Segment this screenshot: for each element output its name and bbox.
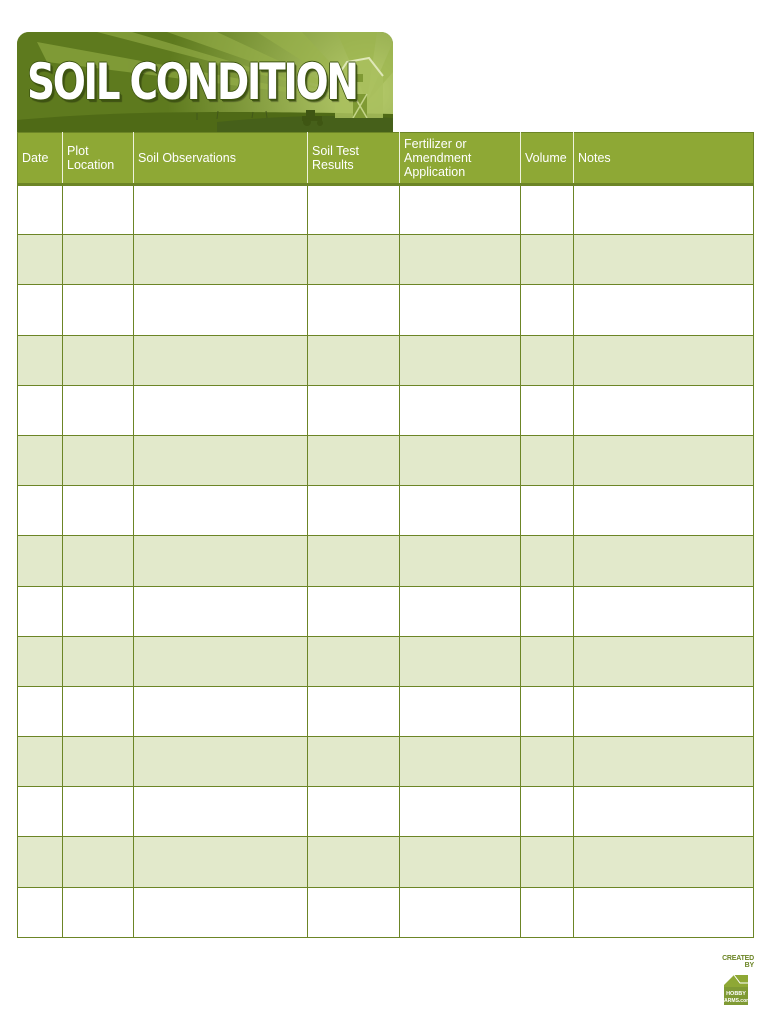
table-cell[interactable] [63, 586, 134, 636]
table-cell[interactable] [308, 737, 400, 787]
table-cell[interactable] [521, 385, 574, 435]
table-cell[interactable] [400, 435, 521, 485]
table-cell[interactable] [400, 486, 521, 536]
column-header-label: Fertilizer or Amendment Application [404, 137, 472, 179]
table-cell[interactable] [521, 486, 574, 536]
table-cell[interactable] [308, 686, 400, 736]
table-cell[interactable] [63, 636, 134, 686]
table-row [18, 235, 754, 285]
table-cell[interactable] [134, 235, 308, 285]
column-header-label: Date [22, 151, 49, 165]
table-cell[interactable] [400, 787, 521, 837]
svg-text:FARMS.com: FARMS.com [721, 998, 751, 1004]
title-banner [17, 32, 393, 134]
table-cell[interactable] [18, 887, 63, 937]
table-cell[interactable] [134, 586, 308, 636]
table-cell[interactable] [400, 636, 521, 686]
table-cell[interactable] [134, 686, 308, 736]
table-cell[interactable] [18, 235, 63, 285]
table-cell[interactable] [63, 536, 134, 586]
column-header [521, 133, 574, 185]
table-cell[interactable] [63, 486, 134, 536]
table-cell[interactable] [574, 636, 754, 686]
table-cell[interactable] [18, 586, 63, 636]
soil-condition-table [17, 132, 754, 938]
column-header [18, 133, 63, 185]
table-cell[interactable] [400, 285, 521, 335]
table-cell[interactable] [18, 335, 63, 385]
table-cell[interactable] [63, 185, 134, 235]
column-header [574, 133, 754, 185]
table-cell[interactable] [574, 737, 754, 787]
table-row [18, 887, 754, 937]
page-title: SOIL CONDITION [27, 53, 357, 111]
table-cell[interactable] [308, 235, 400, 285]
table-cell[interactable] [308, 536, 400, 586]
table-header [18, 133, 754, 185]
table-cell[interactable] [63, 335, 134, 385]
table-cell[interactable] [400, 837, 521, 887]
column-header [400, 133, 521, 185]
table-cell[interactable] [134, 335, 308, 385]
table-row [18, 787, 754, 837]
table-cell[interactable] [308, 335, 400, 385]
table-cell[interactable] [574, 486, 754, 536]
table-cell[interactable] [574, 385, 754, 435]
table-row [18, 586, 754, 636]
table-cell[interactable] [134, 536, 308, 586]
column-header [134, 133, 308, 185]
table-cell[interactable] [400, 385, 521, 435]
table-cell[interactable] [574, 235, 754, 285]
table-cell[interactable] [308, 486, 400, 536]
credit-block [714, 955, 754, 1005]
table-cell[interactable] [521, 185, 574, 235]
table-cell[interactable] [18, 737, 63, 787]
table-row [18, 837, 754, 887]
table-cell[interactable] [18, 686, 63, 736]
svg-text:HOBBY: HOBBY [726, 991, 746, 997]
table-cell[interactable] [308, 185, 400, 235]
table-cell[interactable] [400, 335, 521, 385]
table-cell[interactable] [521, 586, 574, 636]
table-cell[interactable] [134, 486, 308, 536]
table-row [18, 737, 754, 787]
table-cell[interactable] [18, 185, 63, 235]
table-cell[interactable] [18, 636, 63, 686]
table-body [18, 185, 754, 938]
table-cell[interactable] [18, 787, 63, 837]
table-row [18, 185, 754, 235]
table-cell[interactable] [63, 385, 134, 435]
table-cell[interactable] [521, 787, 574, 837]
table-cell[interactable] [63, 686, 134, 736]
table-cell[interactable] [400, 185, 521, 235]
table-row [18, 636, 754, 686]
table-cell[interactable] [521, 536, 574, 586]
hobby-farms-logo [720, 971, 752, 1005]
column-header-label: Volume [525, 151, 567, 165]
table-row [18, 435, 754, 485]
table-cell[interactable] [574, 536, 754, 586]
column-header-label: Notes [578, 151, 611, 165]
table-cell[interactable] [63, 887, 134, 937]
table-cell[interactable] [521, 335, 574, 385]
table-cell[interactable] [521, 887, 574, 937]
table-cell[interactable] [18, 837, 63, 887]
column-header [308, 133, 400, 185]
table-cell[interactable] [308, 837, 400, 887]
table-cell[interactable] [63, 737, 134, 787]
table-cell[interactable] [134, 787, 308, 837]
table-cell[interactable] [134, 636, 308, 686]
table-cell[interactable] [18, 536, 63, 586]
table-cell[interactable] [63, 285, 134, 335]
table-cell[interactable] [308, 887, 400, 937]
table-cell[interactable] [574, 787, 754, 837]
table-cell[interactable] [400, 586, 521, 636]
table-cell[interactable] [134, 435, 308, 485]
table-cell[interactable] [308, 586, 400, 636]
table-cell[interactable] [18, 435, 63, 485]
table-cell[interactable] [308, 435, 400, 485]
table-row [18, 486, 754, 536]
table-cell[interactable] [521, 235, 574, 285]
table-cell[interactable] [521, 285, 574, 335]
table-cell[interactable] [521, 737, 574, 787]
table-cell[interactable] [63, 435, 134, 485]
table-cell[interactable] [521, 837, 574, 887]
column-header-label: Plot Location [67, 144, 115, 172]
column-header [63, 133, 134, 185]
table-cell[interactable] [400, 536, 521, 586]
table-cell[interactable] [574, 887, 754, 937]
table-cell[interactable] [134, 837, 308, 887]
table-row [18, 285, 754, 335]
table-cell[interactable] [574, 586, 754, 636]
table-row [18, 686, 754, 736]
table-row [18, 536, 754, 586]
table-cell[interactable] [400, 737, 521, 787]
table-cell[interactable] [18, 486, 63, 536]
header-row [18, 133, 754, 185]
table-cell[interactable] [18, 285, 63, 335]
table-cell[interactable] [521, 636, 574, 686]
table-cell[interactable] [134, 385, 308, 435]
table-row [18, 385, 754, 435]
table-cell[interactable] [574, 435, 754, 485]
table-cell[interactable] [308, 385, 400, 435]
table-cell[interactable] [574, 686, 754, 736]
table-row [18, 335, 754, 385]
table-cell[interactable] [574, 837, 754, 887]
table-cell[interactable] [63, 235, 134, 285]
column-header-label: Soil Test Results [312, 144, 360, 172]
table-cell[interactable] [400, 686, 521, 736]
table-cell[interactable] [308, 285, 400, 335]
table-cell[interactable] [134, 185, 308, 235]
column-header-label: Soil Observations [138, 151, 236, 165]
table-cell[interactable] [574, 285, 754, 335]
table-cell[interactable] [308, 787, 400, 837]
table-cell[interactable] [574, 185, 754, 235]
table-cell[interactable] [63, 787, 134, 837]
table-cell[interactable] [521, 686, 574, 736]
table-cell[interactable] [63, 837, 134, 887]
table-cell[interactable] [134, 887, 308, 937]
table-cell[interactable] [400, 235, 521, 285]
table-cell[interactable] [18, 385, 63, 435]
credit-label: CREATED BY [722, 955, 754, 969]
table-cell[interactable] [521, 435, 574, 485]
table-cell[interactable] [308, 636, 400, 686]
table-cell[interactable] [574, 335, 754, 385]
table-cell[interactable] [134, 285, 308, 335]
table-cell[interactable] [400, 887, 521, 937]
table-cell[interactable] [134, 737, 308, 787]
